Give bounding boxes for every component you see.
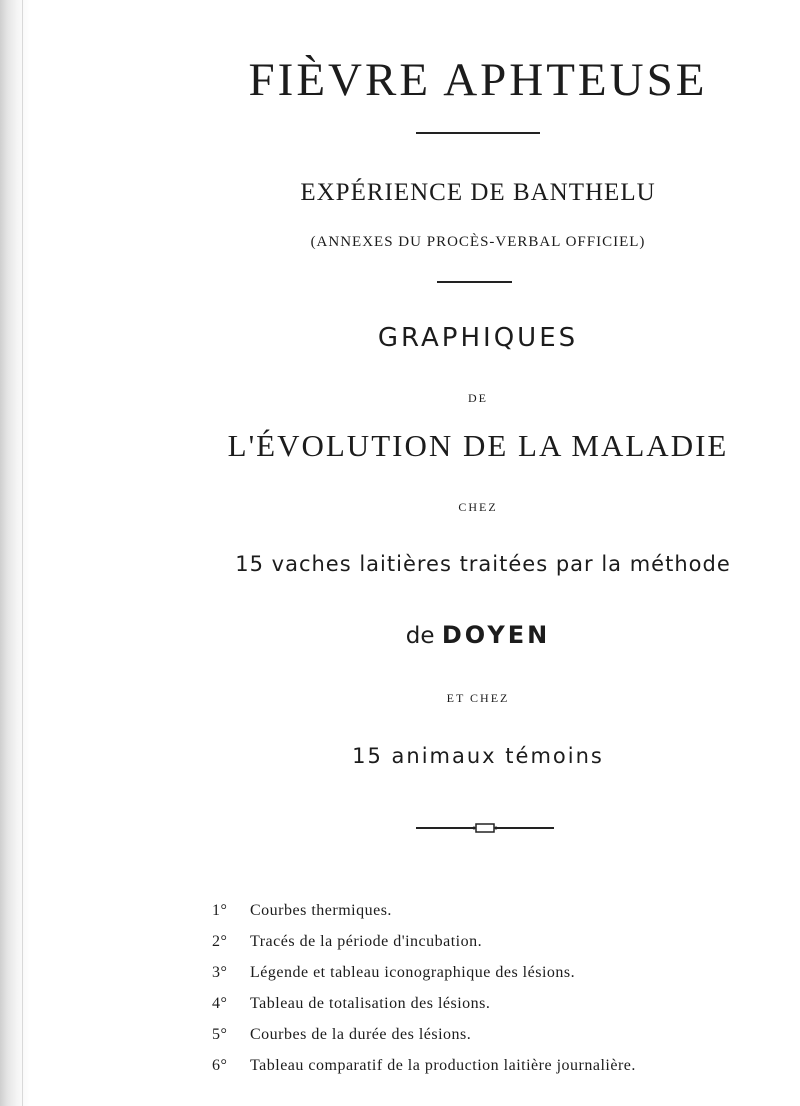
list-item-number: 3° (212, 964, 228, 981)
title-divider (416, 132, 540, 134)
doyen-line (190, 617, 766, 654)
list-item-number: 2° (212, 933, 228, 950)
list-item-text: Tableau de totalisation des lésions. (250, 995, 491, 1012)
page-title: FIÈVRE APHTEUSE (248, 54, 708, 106)
list-item (212, 1050, 636, 1081)
evolution-heading: L'ÉVOLUTION DE LA MALADIE (227, 428, 729, 463)
ornamental-divider (416, 818, 554, 838)
list-item-number: 1° (212, 902, 228, 919)
list-item-number: 4° (212, 995, 228, 1012)
graphiques-heading: GRAPHIQUES (377, 323, 579, 353)
experiment-subtitle: EXPÉRIENCE DE BANTHELU (300, 179, 656, 206)
page-edge-line (22, 0, 23, 1106)
list-item (212, 988, 636, 1019)
list-item-number: 5° (212, 1026, 228, 1043)
doyen-name: DOYEN (441, 621, 551, 649)
list-item-text: Tracés de la période d'incubation. (250, 933, 483, 950)
list-item (212, 957, 636, 988)
annex-note: (ANNEXES DU PROCÈS-VERBAL OFFICIEL) (310, 234, 646, 250)
list-item-text: Légende et tableau iconographique des lésions. (250, 964, 576, 981)
et-chez-connector: ET CHEZ (446, 691, 510, 705)
list-item (212, 1019, 636, 1050)
section-divider (437, 281, 512, 283)
list-item-text: Courbes thermiques. (250, 902, 392, 919)
list-item-number: 6° (212, 1057, 228, 1074)
page-left-edge-shadow (0, 0, 30, 1106)
list-item-text: Tableau comparatif de la production laitière journalière. (250, 1057, 636, 1074)
chez-connector: CHEZ (458, 500, 498, 514)
list-item (212, 895, 636, 926)
list-item (212, 926, 636, 957)
treated-cows-line: 15 vaches laitières traitées par la méthode (235, 552, 731, 576)
list-item-text: Courbes de la durée des lésions. (250, 1026, 472, 1043)
contents-list (212, 895, 636, 1081)
control-animals-line: 15 animaux témoins (352, 744, 604, 768)
doyen-prefix: de (405, 623, 435, 649)
de-connector: DE (468, 391, 488, 405)
